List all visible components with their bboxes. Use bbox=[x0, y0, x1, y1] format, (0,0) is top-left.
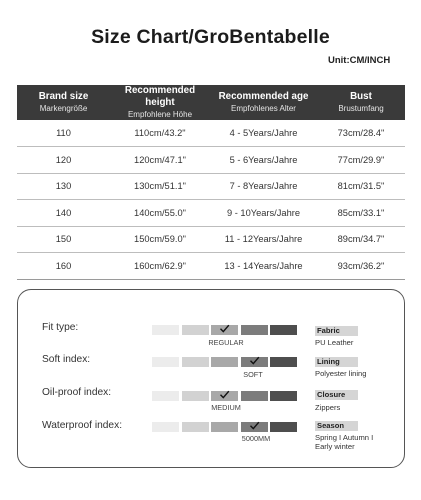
scale-segment bbox=[211, 325, 238, 335]
soft-index-caption: SOFT bbox=[243, 370, 263, 379]
soft-index-label: Soft index: bbox=[42, 354, 91, 365]
table-row bbox=[17, 253, 405, 280]
scale-segment bbox=[270, 391, 297, 401]
header-label-de: Brustumfang bbox=[338, 104, 384, 113]
cell-bust: 89cm/34.7" bbox=[317, 226, 405, 253]
cell-size: 150 bbox=[17, 226, 110, 253]
cell-size: 120 bbox=[17, 147, 110, 174]
cell-height: 160cm/62.9" bbox=[110, 253, 210, 280]
header-height bbox=[110, 85, 210, 120]
scale-segment bbox=[241, 357, 268, 367]
cell-bust: 77cm/29.9" bbox=[317, 147, 405, 174]
scale-segment bbox=[211, 391, 238, 401]
size-chart-table bbox=[17, 85, 405, 280]
cell-age: 13 - 14Years/Jahre bbox=[210, 253, 317, 280]
cell-age: 7 - 8Years/Jahre bbox=[210, 173, 317, 200]
closure-heading: Closure bbox=[315, 390, 358, 400]
season-value: Spring I Autumn I Early winter bbox=[315, 433, 374, 451]
cell-size: 140 bbox=[17, 200, 110, 227]
table-row bbox=[17, 120, 405, 147]
lining-value: Polyester lining bbox=[315, 369, 367, 378]
cell-age: 4 - 5Years/Jahre bbox=[210, 120, 317, 147]
cell-age: 9 - 10Years/Jahre bbox=[210, 200, 317, 227]
oil-proof-index-label: Oil-proof index: bbox=[42, 387, 112, 398]
scale-segment bbox=[270, 422, 297, 432]
scale-segment bbox=[152, 422, 179, 432]
checkmark-icon bbox=[219, 389, 230, 400]
cell-bust: 85cm/33.1" bbox=[317, 200, 405, 227]
lining-heading: Lining bbox=[315, 357, 358, 367]
table-header-row bbox=[17, 85, 405, 120]
cell-height: 110cm/43.2" bbox=[110, 120, 210, 147]
page-title: Size Chart/GroBentabelle bbox=[91, 26, 330, 48]
scale-segment bbox=[211, 357, 238, 367]
cell-size: 130 bbox=[17, 173, 110, 200]
waterproof-index-label: Waterproof index: bbox=[42, 420, 123, 431]
header-bust bbox=[317, 85, 405, 120]
scale-segment bbox=[270, 357, 297, 367]
soft-index-scale bbox=[152, 357, 298, 367]
scale-segment bbox=[152, 357, 179, 367]
fit-type-label: Fit type: bbox=[42, 322, 79, 333]
cell-age: 11 - 12Years/Jahre bbox=[210, 226, 317, 253]
header-age bbox=[210, 85, 317, 120]
cell-height: 130cm/51.1" bbox=[110, 173, 210, 200]
cell-bust: 93cm/36.2" bbox=[317, 253, 405, 280]
cell-size: 160 bbox=[17, 253, 110, 280]
scale-segment bbox=[182, 357, 209, 367]
table-row bbox=[17, 200, 405, 227]
scale-segment bbox=[152, 325, 179, 335]
scale-segment bbox=[152, 391, 179, 401]
table-row bbox=[17, 173, 405, 200]
cell-height: 150cm/59.0" bbox=[110, 226, 210, 253]
cell-height: 140cm/55.0" bbox=[110, 200, 210, 227]
header-label-de: Empfohlenes Alter bbox=[231, 104, 296, 113]
cell-size: 110 bbox=[17, 120, 110, 147]
cell-height: 120cm/47.1" bbox=[110, 147, 210, 174]
scale-segment bbox=[270, 325, 297, 335]
table-row bbox=[17, 147, 405, 174]
checkmark-icon bbox=[249, 355, 260, 366]
header-label-en: Bust bbox=[350, 91, 372, 102]
waterproof-index-scale bbox=[152, 422, 298, 432]
fabric-heading: Fabric bbox=[315, 326, 358, 336]
unit-label: Unit:CM/INCH bbox=[328, 55, 391, 66]
scale-segment bbox=[182, 422, 209, 432]
header-label-en: Recommended height bbox=[124, 85, 196, 108]
scale-segment bbox=[182, 391, 209, 401]
season-heading: Season bbox=[315, 421, 358, 431]
fit-type-caption: REGULAR bbox=[208, 338, 244, 347]
scale-segment bbox=[241, 422, 268, 432]
fabric-value: PU Leather bbox=[315, 338, 354, 347]
header-label-en: Recommended age bbox=[218, 91, 309, 102]
scale-segment bbox=[182, 325, 209, 335]
checkmark-icon bbox=[219, 323, 230, 334]
table-row bbox=[17, 226, 405, 253]
scale-segment bbox=[241, 325, 268, 335]
cell-age: 5 - 6Years/Jahre bbox=[210, 147, 317, 174]
fit-type-scale bbox=[152, 325, 298, 335]
checkmark-icon bbox=[249, 420, 260, 431]
cell-bust: 73cm/28.4" bbox=[317, 120, 405, 147]
scale-segment bbox=[241, 391, 268, 401]
scale-segment bbox=[211, 422, 238, 432]
header-brand-size bbox=[17, 85, 110, 120]
product-features-panel bbox=[17, 289, 405, 468]
oil-proof-index-scale bbox=[152, 391, 298, 401]
oil-proof-index-caption: MEDIUM bbox=[211, 403, 241, 412]
header-label-en: Brand size bbox=[38, 91, 89, 102]
cell-bust: 81cm/31.5" bbox=[317, 173, 405, 200]
waterproof-index-caption: 5000MM bbox=[241, 434, 271, 443]
closure-value: Zippers bbox=[315, 403, 341, 412]
header-label-de: Empfohlene Höhe bbox=[127, 110, 193, 119]
header-label-de: Markengröße bbox=[39, 104, 88, 113]
